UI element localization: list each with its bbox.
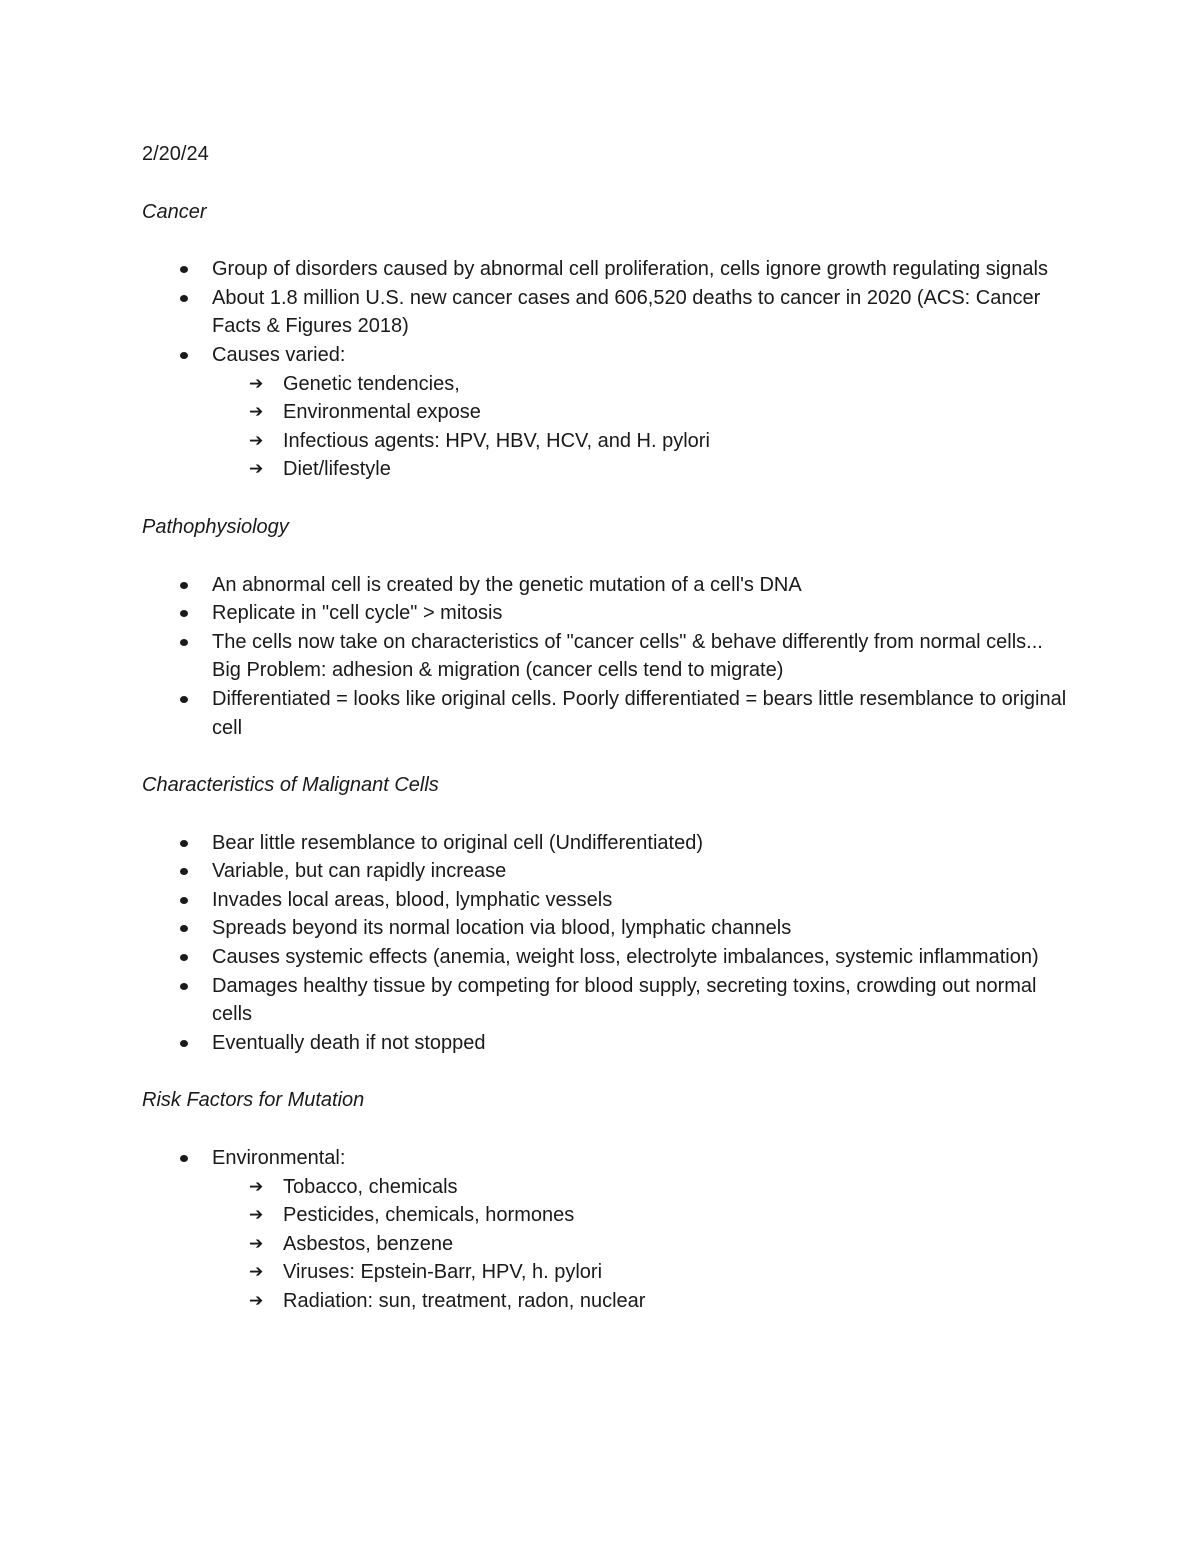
list-item: The cells now take on characteristics of "cancer cells" & behave differently from normal cells... Big Problem: adhesion & migration (cancer cells tend to migrate): [142, 628, 1072, 685]
bullet-icon: [180, 897, 188, 904]
section-heading-cancer: Cancer: [142, 200, 207, 223]
arrow-right-icon: ➔: [249, 1262, 264, 1283]
sub-list-item: ➔ Tobacco, chemicals: [212, 1173, 1072, 1202]
arrow-right-icon: ➔: [249, 402, 264, 423]
arrow-right-icon: ➔: [249, 459, 264, 480]
pathophysiology-bullet-list: [142, 571, 1072, 743]
bullet-icon: [180, 868, 188, 875]
list-item: Damages healthy tissue by competing for blood supply, secreting toxins, crowding out normal cells: [142, 972, 1072, 1029]
list-item: Spreads beyond its normal location via blood, lymphatic channels: [142, 914, 1072, 943]
list-item: Invades local areas, blood, lymphatic vessels: [142, 886, 1072, 915]
bullet-icon: [180, 352, 188, 359]
arrow-right-icon: ➔: [249, 1291, 264, 1311]
bullet-icon: [180, 295, 188, 302]
section-heading-pathophysiology: Pathophysiology: [142, 515, 289, 538]
arrow-right-icon: ➔: [249, 1205, 264, 1226]
bullet-icon: [180, 1040, 188, 1047]
bullet-icon: [180, 696, 188, 703]
list-item: Causes varied: ➔ Genetic tendencies, ➔ Environmental expose ➔ Infectious agents: HPV, HBV, HCV, and H. pylori ➔ Diet/lifestyle: [142, 341, 1072, 484]
environmental-sublist: [212, 1173, 1072, 1316]
bullet-icon: [180, 610, 188, 617]
cancer-bullet-list: [142, 255, 1072, 484]
arrow-right-icon: ➔: [249, 430, 264, 451]
bullet-icon: [180, 983, 188, 990]
list-item: About 1.8 million U.S. new cancer cases and 606,520 deaths to cancer in 2020 (ACS: Cancer Facts & Figures 2018): [142, 284, 1072, 341]
bullet-icon: [180, 1155, 188, 1162]
sub-list-item: ➔ Asbestos, benzene: [212, 1230, 1072, 1259]
arrow-right-icon: ➔: [249, 1233, 264, 1254]
list-item: Variable, but can rapidly increase: [142, 857, 1072, 886]
malignant-cells-bullet-list: [142, 829, 1072, 1058]
section-heading-risk-factors: Risk Factors for Mutation: [142, 1089, 365, 1112]
sub-list-item: ➔ Genetic tendencies,: [212, 370, 1072, 399]
list-item: Bear little resemblance to original cell (Undifferentiated): [142, 829, 1072, 858]
sub-list-item: ➔ Pesticides, chemicals, hormones: [212, 1201, 1072, 1230]
list-item: Environmental: ➔ Tobacco, chemicals ➔ Pesticides, chemicals, hormones ➔ Asbestos, benzene ➔ Viruses: Epstein-Barr, HPV, h. pylori ➔ Radiation: sun, treatment, radon, nuclear: [142, 1144, 1072, 1316]
bullet-icon: [180, 639, 188, 646]
sub-list-item: ➔ Viruses: Epstein-Barr, HPV, h. pylori: [212, 1258, 1072, 1287]
arrow-right-icon: ➔: [249, 1176, 264, 1197]
sub-list-item: ➔ Infectious agents: HPV, HBV, HCV, and H. pylori: [212, 427, 1072, 456]
sub-list-item: ➔ Environmental expose: [212, 398, 1072, 427]
bullet-icon: [180, 840, 188, 847]
document-page: [142, 140, 1072, 1345]
bullet-icon: [180, 925, 188, 932]
note-date: 2/20/24: [142, 143, 209, 165]
bullet-icon: [180, 266, 188, 273]
bullet-icon: [180, 582, 188, 589]
bullet-icon: [180, 954, 188, 961]
list-item: An abnormal cell is created by the genetic mutation of a cell's DNA: [142, 571, 1072, 600]
sub-list-item: ➔ Radiation: sun, treatment, radon, nuclear: [212, 1287, 1072, 1316]
arrow-right-icon: ➔: [249, 373, 264, 394]
causes-sublist: [212, 370, 1072, 484]
list-item: Replicate in "cell cycle" > mitosis: [142, 599, 1072, 628]
risk-factors-bullet-list: [142, 1144, 1072, 1316]
section-heading-malignant-cells: Characteristics of Malignant Cells: [142, 774, 439, 797]
list-item: Differentiated = looks like original cells. Poorly differentiated = bears little resemblance to original cell: [142, 685, 1072, 742]
list-item: Eventually death if not stopped: [142, 1029, 1072, 1058]
list-item: Group of disorders caused by abnormal cell proliferation, cells ignore growth regulating signals: [142, 255, 1072, 284]
sub-list-item: ➔ Diet/lifestyle: [212, 455, 1072, 484]
list-item: Causes systemic effects (anemia, weight loss, electrolyte imbalances, systemic inflammation): [142, 943, 1072, 972]
